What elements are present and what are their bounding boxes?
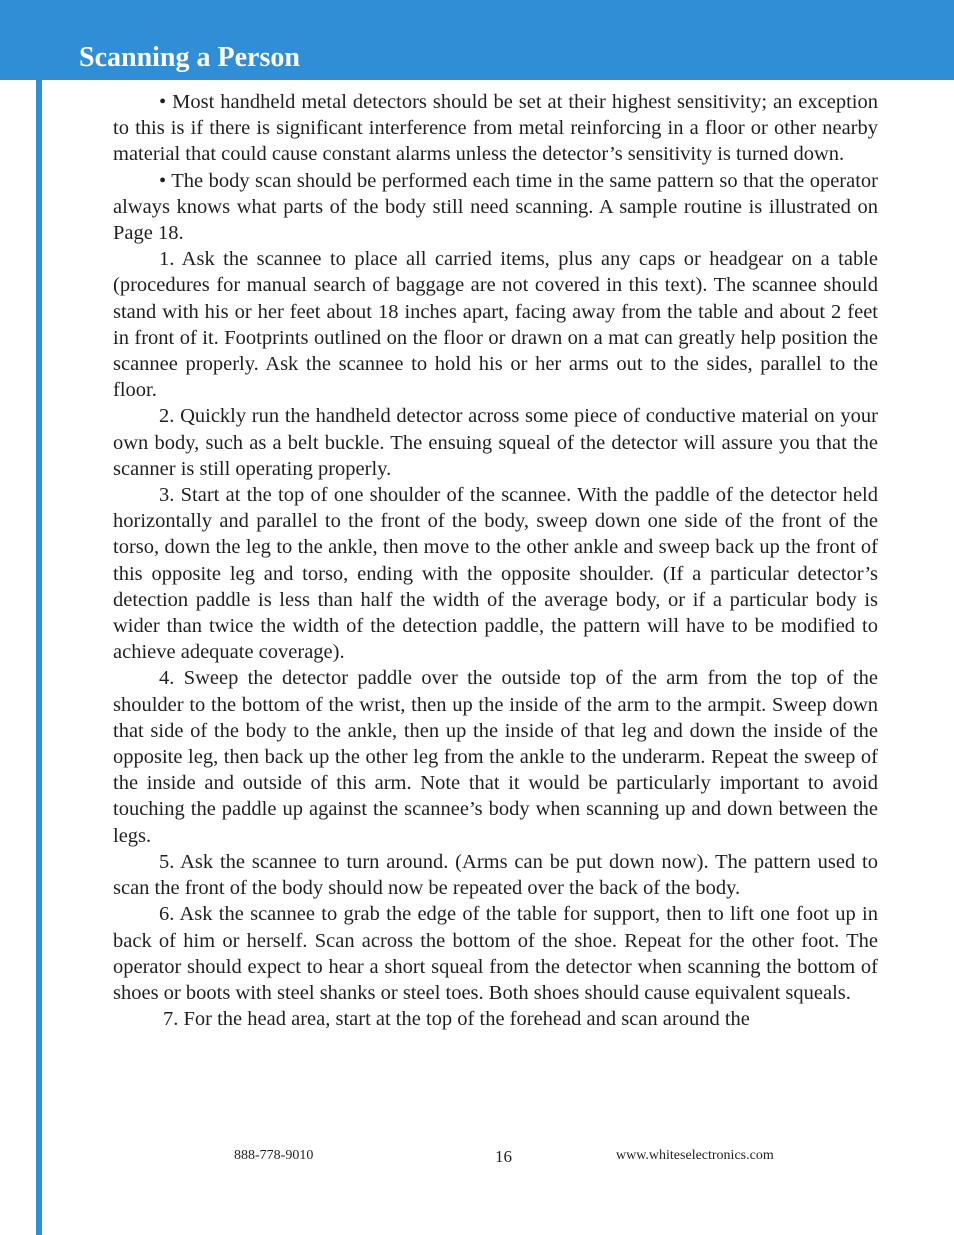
- page-title: Scanning a Person: [79, 42, 300, 73]
- paragraph-step-2: 2. Quickly run the handheld detector across some piece of conductive material on your own body, such as a belt buckle. The ensuing squeal of the detector will assure you that the scanner is still operating properly.: [113, 405, 878, 480]
- paragraph-step-3: 3. Start at the top of one shoulder of the scannee. With the paddle of the detector held horizontally and parallel to the front of the body, sweep down one side of the front of the torso, down the leg to the ankle, then move to the other ankle and sweep back up the front of this opposite leg and torso, ending with the opposite shoulder. (If a particular detector’s detection paddle is less than half the width of the average body, or if a particular body is wider than twice the width of the detection paddle, the pattern will have to be modified to achieve adequate coverage).: [113, 484, 878, 664]
- paragraph-sensitivity: • Most handheld metal detectors should be set at their highest sensitivity; an exception to this is if there is significant interference from metal reinforcing in a floor or other nearby material that could cause constant alarms unless the detector’s sensitivity is turned down.: [113, 91, 878, 166]
- footer-phone: 888-778-9010: [234, 1148, 314, 1163]
- paragraph-step-5: 5. Ask the scannee to turn around. (Arms can be put down now). The pattern used to scan the front of the body should now be repeated over the back of the body.: [113, 850, 878, 900]
- paragraph-step-6: 6. Ask the scannee to grab the edge of the table for support, then to lift one foot up in back of him or herself. Scan across the bottom of the shoe. Repeat for the other foot. The operator should expect to hear a short squeal from the detector when scanning the bottom of shoes or boots with steel shanks or steel toes. Both shoes should cause equivalent squeals.: [113, 903, 878, 1004]
- paragraph-step-7: 7. For the head area, start at the top of the forehead and scan around the: [163, 1008, 750, 1031]
- paragraph-step-4: 4. Sweep the detector paddle over the outside top of the arm from the top of the shoulder to the bottom of the wrist, then up the inside of the arm to the armpit. Sweep down that side of the body to the ankle, then up the inside of that leg and down the inside of the opposite leg, then back up the other leg from the ankle to the underarm. Repeat the sweep of the inside and outside of this arm. Note that it would be particularly important to avoid touching the paddle up against the scannee’s body when scanning up and down between the legs.: [113, 667, 878, 847]
- paragraph-scan-pattern: • The body scan should be performed each time in the same pattern so that the operator always knows what parts of the body still need scanning. A sample routine is illustrated on Page 18.: [113, 169, 878, 245]
- paragraph-step-1: 1. Ask the scannee to place all carried items, plus any caps or headgear on a table (procedures for manual search of baggage are not covered in this text). The scannee should stand with his or her feet about 18 inches apart, facing away from the table and about 2 feet in front of it. Footprints outlined on the floor or drawn on a mat can greatly help position the scannee properly. Ask the scannee to hold his or her arms out to the sides, parallel to the floor.: [113, 248, 878, 402]
- footer-website: www.whiteselectronics.com: [616, 1148, 774, 1163]
- side-accent-bar: [36, 80, 42, 1235]
- body-text: [113, 89, 878, 1032]
- footer-page-number: 16: [495, 1147, 512, 1166]
